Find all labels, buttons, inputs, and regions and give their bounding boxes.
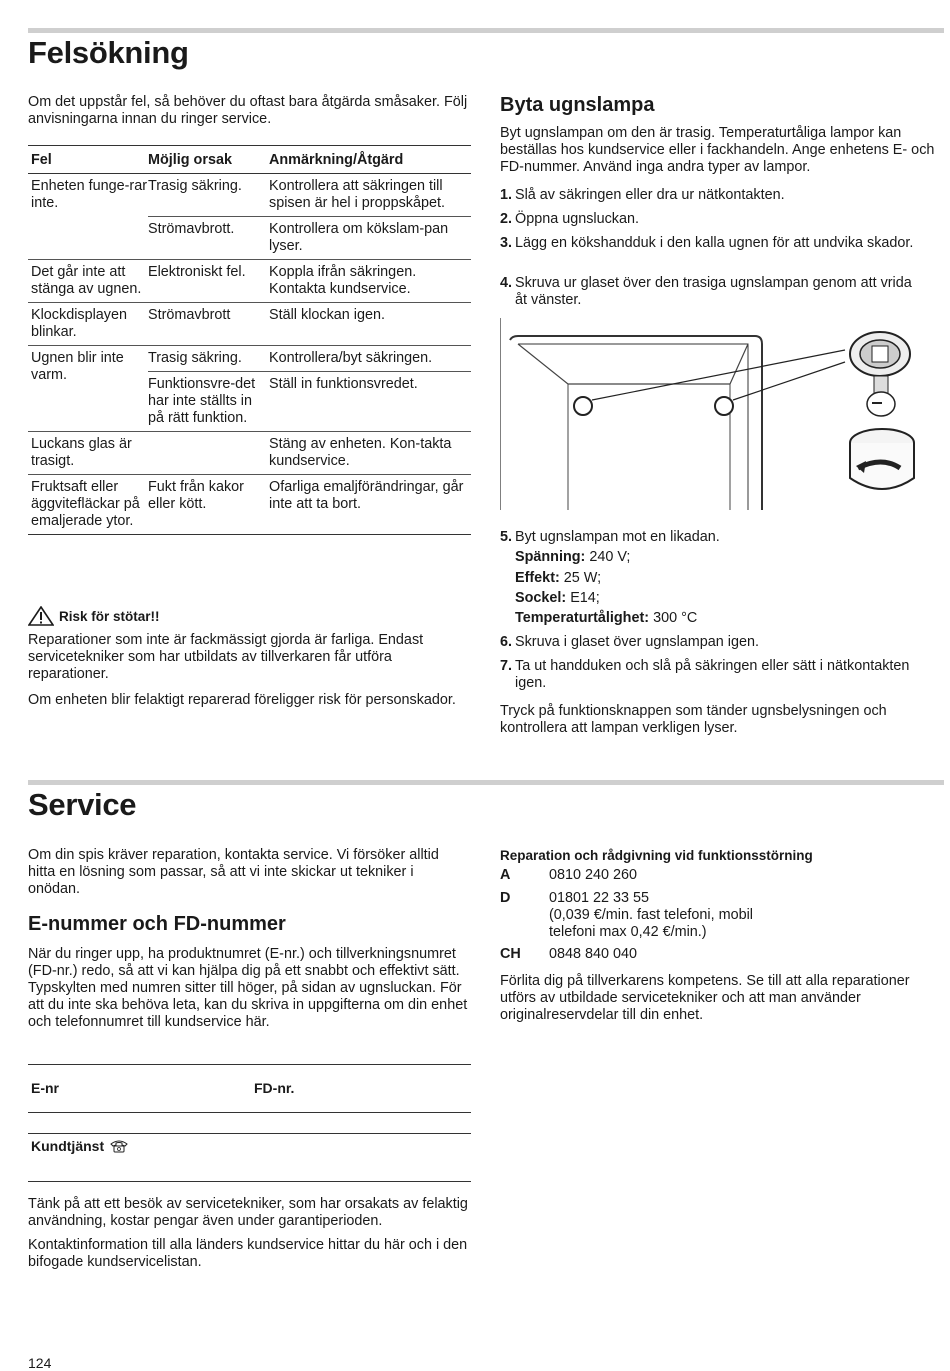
lampa-intro: Byt ugnslampan om den är trasig. Temperaturtåliga lampor kan beställas hos kundservice eller i fackhandeln. Ange enhetens E- och FD-nummer. Använd inga andra typer av lampor. [500,125,935,175]
warning-text: Reparationer som inte är fackmässigt gjorda är farliga. Endast servicetekniker som har utbildats av tillverkaren får utföra reparationer. [28,632,424,682]
section-title-enr: E-nummer och FD-nummer [28,913,286,935]
spec-line [515,610,697,626]
cell-fel: Luckans glas är trasigt. [31,436,132,469]
step-item [500,235,920,252]
spec-value: 300 °C [653,610,698,626]
page-title: Felsökning [28,35,189,70]
warning-heading [28,606,160,626]
section-divider [28,780,944,785]
spec-label: Spänning: [515,549,586,565]
step-text: Slå av säkringen eller dra ur nätkontakten. [515,187,785,203]
step-number: 5. [500,529,513,545]
table-row [28,346,471,432]
cell-atgard: Ställ in funktionsvredet. [269,371,471,431]
step-text: Skruva ur glaset över den trasiga ugnslampan genom att vrida åt vänster. [515,275,912,308]
telephone-icon [109,1139,129,1153]
enr-text: När du ringer upp, ha produktnumret (E-nr.) och tillverkningsnumret (FD-nr.) redo, så att vi kan hjälpa dig på ett snabbt och effektivt sätt. Typskylten med numren sitter till höger, på sidan av ugnsluckan. För att du inte ska behöva leta, kan du skriva in uppgifterna om din enhet och telefonnumret till kundservice här. [28,946,468,1030]
kundtjanst-field [31,1138,129,1154]
cell-atgard: Ställ klockan igen. [269,307,385,323]
service-note-2: Kontaktinformation till alla länders kundservice hittar du här och i den bifogade kundservicelistan. [28,1237,468,1270]
field-divider [28,1181,471,1182]
cell-orsak [148,432,269,474]
spec-line [515,549,630,565]
spec-label: Sockel: [515,590,567,606]
warning-title: Risk för stötar!! [59,608,160,624]
cell-orsak: Funktionsvre-det har inte ställts in på rätt funktion. [148,371,269,431]
spec-label: Effekt: [515,570,560,586]
cell-orsak: Trasig säkring. [148,178,242,194]
phone-number: 0810 240 260 [549,867,638,883]
section-divider [28,28,944,33]
table-row [28,432,471,475]
cell-orsak: Strömavbrott [148,307,231,323]
cell-fel: Klockdisplayen blinkar. [31,307,127,340]
oven-lamp-illustration [500,318,944,510]
phone-country: A [500,867,511,883]
step-item [500,658,920,692]
cell-atgard: Ofarliga emaljförändringar, går inte att ta bort. [269,479,464,512]
field-divider [28,1064,471,1065]
service-intro: Om din spis kräver reparation, kontakta service. Vi försöker alltid hitta en lösning som passar, så att vi inte skickar ut tekniker i onödan. [28,847,439,897]
cell-atgard: Kontrollera om kökslam-pan lyser. [269,216,471,259]
phone-country: D [500,890,511,906]
table-row [28,475,471,535]
step-text: Öppna ugnsluckan. [515,211,640,227]
cell-fel: Det går inte att stänga av ugnen. [31,264,142,297]
cell-orsak: Elektroniskt fel. [148,264,246,280]
step-text: Ta ut handduken och slå på säkringen eller sätt i nätkontakten igen. [515,658,910,691]
spec-line [515,570,601,586]
step-item [500,275,920,309]
intro-text: Om det uppstår fel, så behöver du oftast bara åtgärda småsaker. Följ anvisningarna innan du ringer service. [28,94,468,127]
warning-icon [28,606,54,626]
spec-value: 240 V; [589,549,631,565]
table-row [28,174,471,260]
cell-atgard: Kontrollera att säkringen till spisen är hel i proppskåpet. [269,178,445,211]
step-number: 4. [500,275,513,291]
cell-fel: Enheten funge-rar inte. [31,178,148,211]
kundtjanst-label: Kundtjänst [31,1138,105,1154]
section-title-lampa: Byta ugnslampa [500,94,655,116]
step-text: Skruva i glaset över ugnslampan igen. [515,634,759,650]
column-header-fel: Fel [31,151,52,168]
cell-atgard: Koppla ifrån säkringen. Kontakta kundservice. [269,264,417,297]
step-number: 1. [500,187,513,203]
step-number: 3. [500,235,513,251]
phone-number: 01801 22 33 55 [549,890,650,906]
page-number: 124 [28,1355,52,1371]
field-divider [28,1112,471,1113]
cell-orsak: Fukt från kakor eller kött. [148,479,244,512]
step-text: Byt ugnslampan mot en likadan. [515,529,720,545]
step-number: 2. [500,211,513,227]
step-item [500,634,920,651]
phone-number: 0848 840 040 [549,946,638,962]
step-number: 6. [500,634,513,650]
phone-extra: (0,039 €/min. fast telefoni, mobil telefoni max 0,42 €/min.) [549,907,753,940]
troubleshooting-table [28,145,471,535]
fdnr-label: FD-nr. [254,1080,295,1096]
field-divider [28,1133,471,1134]
table-header [28,145,471,174]
table-row [28,260,471,303]
cell-atgard: Stäng av enheten. Kon-takta kundservice. [269,436,452,469]
cell-fel: Ugnen blir inte varm. [31,350,124,383]
cell-fel: Fruktsaft eller äggvitefläckar på emaljerade ytor. [31,479,140,529]
lampa-outro: Tryck på funktionsknappen som tänder ugnsbelysningen och kontrollera att lampan verkligen lyser. [500,703,887,736]
spec-value: 25 W; [563,570,602,586]
spec-line [515,590,600,606]
step-item [500,211,920,228]
cell-orsak: Trasig säkring. [148,350,242,366]
enr-label: E-nr [31,1080,59,1096]
table-row [28,303,471,346]
spec-value: E14; [570,590,600,606]
step-item [500,187,920,204]
rep-title: Reparation och rådgivning vid funktionsstörning [500,848,813,863]
cell-atgard: Kontrollera/byt säkringen. [269,350,433,366]
service-title: Service [28,787,137,822]
phone-country: CH [500,946,521,962]
cell-orsak: Strömavbrott. [148,216,269,259]
service-note-1: Tänk på att ett besök av servicetekniker, som har orsakats av felaktig användning, kostar pengar även under garantiperioden. [28,1196,468,1229]
column-header-atgard: Anmärkning/Åtgärd [269,151,404,168]
step-number: 7. [500,658,513,674]
warning-text-2: Om enheten blir felaktigt reparerad föreligger risk för personskador. [28,692,456,708]
spec-label: Temperaturtålighet: [515,610,650,626]
column-header-orsak: Möjlig orsak [148,151,232,168]
rep-text: Förlita dig på tillverkarens kompetens. Se till att alla reparationer utförs av utbildade servicetekniker och att man använder originalreservdelar till din enhet. [500,973,910,1023]
step-text: Lägg en kökshandduk i den kalla ugnen för att undvika skador. [515,235,914,251]
step-item [500,529,920,546]
